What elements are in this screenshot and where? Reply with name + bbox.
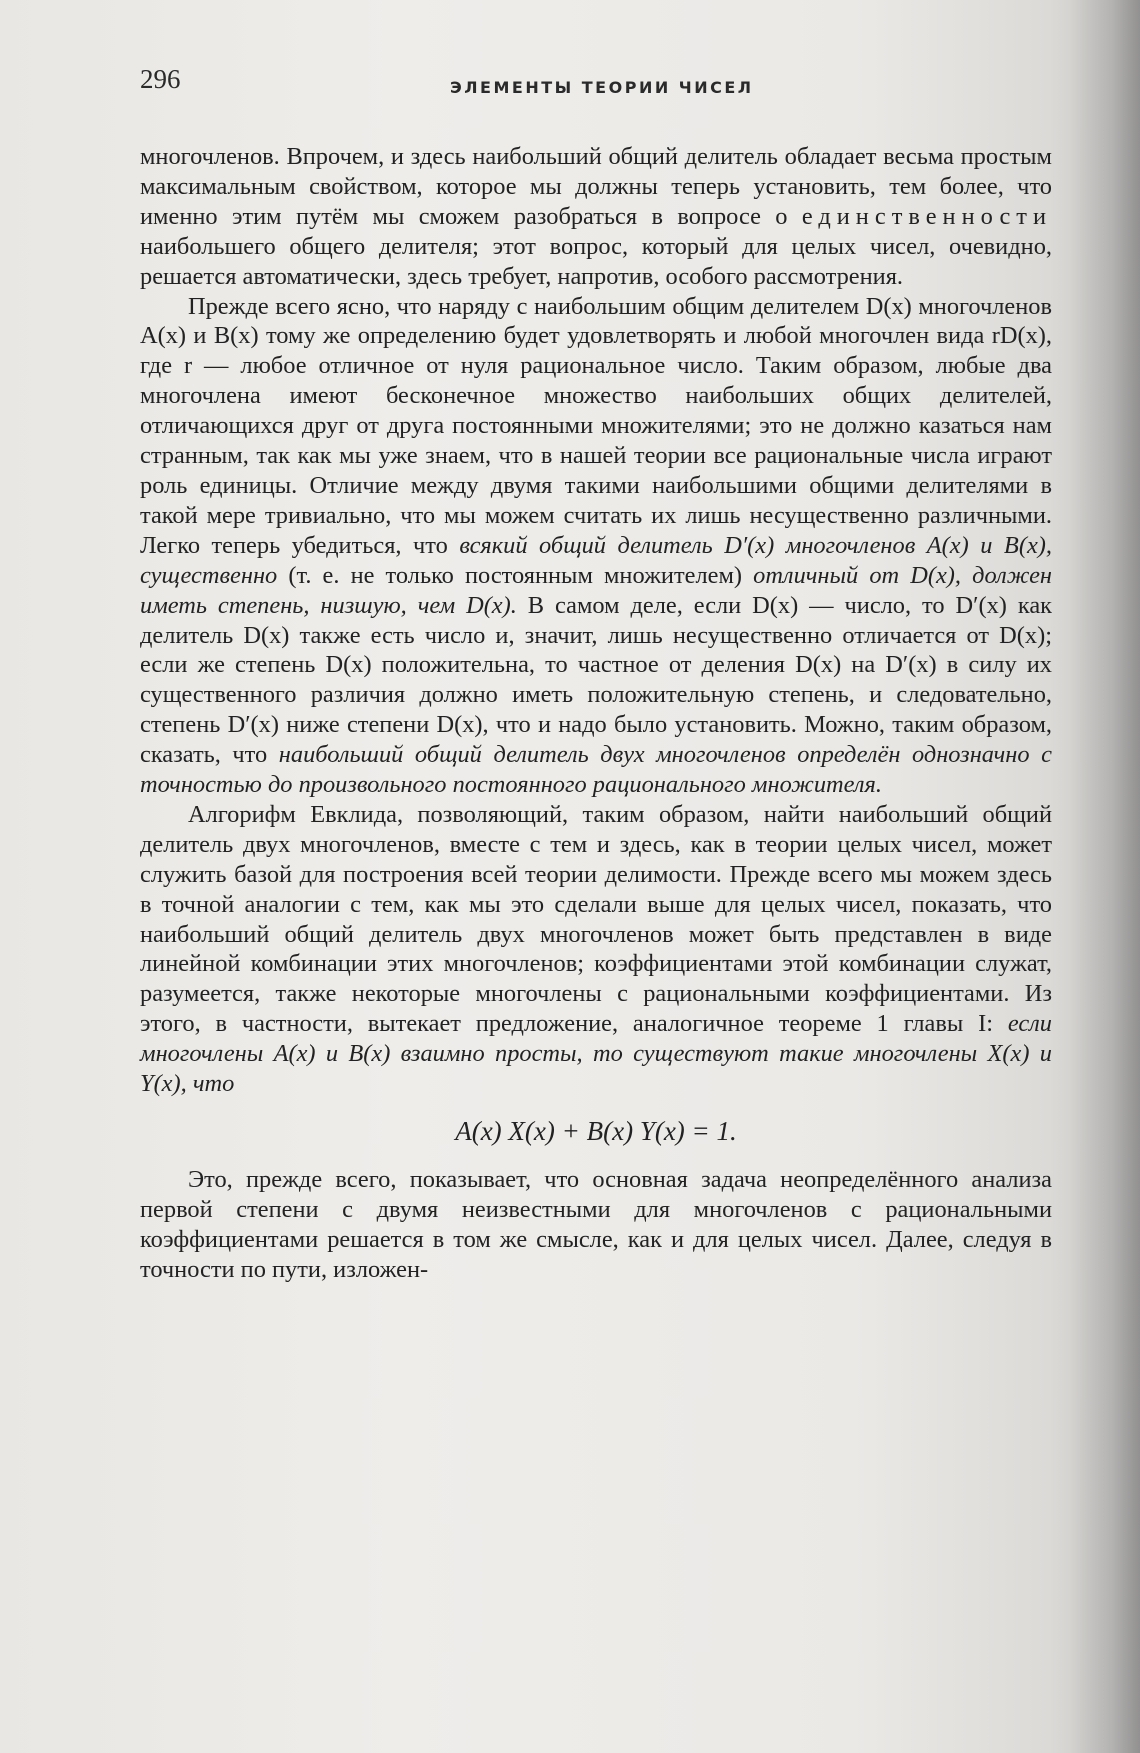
page-edge-shadow <box>1070 0 1140 1753</box>
paragraph-2-part-3: (т. е. не только постоянным множителем) <box>277 561 754 589</box>
italic-statement-1: всякий общий делитель D′(x) многочленов A(x) и B(x), существенно <box>140 531 1052 589</box>
paragraph-1-part-1: многочленов. Впрочем, и здесь наибольший общий делитель обладает весьма простым максимальным свойством, которое мы должны теперь установить, тем более, что именно этим путём мы сможем разобраться в вопросе о <box>140 143 1052 230</box>
paragraph-4 <box>140 1165 1052 1285</box>
italic-statement-2: отличный от D(x), должен иметь степень, низшую, чем D(x). <box>140 561 1052 619</box>
running-header <box>140 64 1040 104</box>
paragraph-2 <box>140 292 1052 800</box>
paragraph-2-part-1: Прежде всего ясно, что наряду с наибольшим общим делителем D(x) многочленов A(x) и B(x) тому же определению будет удовлетворять и любой многочлен вида rD(x), где r — любое отличное от нуля рациональное число. Таким образом, любые два многочлена имеют бесконечное множество наибольших общих делителей, отличающихся друг от друга постоянными множителями; это не должно казаться нам странным, так как мы уже знаем, что в нашей теории все рациональные числа играют роль единицы. Отличие между двумя такими наибольшими общими делителями в такой мере тривиально, что мы можем считать их лишь несущественно различными. Легко теперь убедиться, что <box>140 292 1052 559</box>
paragraph-1 <box>140 142 1052 292</box>
italic-theorem: если многочлены A(x) и B(x) взаимно просты, то существуют такие многочлены X(x) и Y(x), что <box>140 1010 1052 1098</box>
spaced-emphasis: единственности <box>801 202 1052 230</box>
chapter-title: ЭЛЕМЕНТЫ ТЕОРИИ ЧИСЕЛ <box>450 78 754 97</box>
paragraph-4-part-1: Это, прежде всего, показывает, что основная задача неопределённого анализа первой степени с двумя неизвестными для многочленов с рациональными коэффициентами решается в том же смысле, как и для целых чисел. Далее, следуя в точности по пути, изложен- <box>140 1166 1052 1283</box>
body-text <box>140 142 1052 1285</box>
formula: A(x) X(x) + B(x) Y(x) = 1. <box>455 1116 737 1146</box>
paragraph-3 <box>140 800 1052 1099</box>
paragraph-2-part-5: В самом деле, если D(x) — число, то D′(x) как делитель D(x) также есть число и, значит, лишь несущественно отличается от D(x); если же степень D(x) положительна, то частное от деления D(x) на D′(x) в силу их существенного различия должно иметь положительную степень, и следовательно, степень D′(x) ниже степени D(x), что и надо было установить. Можно, таким образом, сказать, что <box>140 591 1052 769</box>
paragraph-3-part-1: Алгорифм Евклида, позволяющий, таким образом, найти наибольший общий делитель двух многочленов, вместе с тем и здесь, как в теории целых чисел, может служить базой для построения всей теории делимости. Прежде всего мы можем здесь в точной аналогии с тем, как мы это сделали выше для целых чисел, показать, что наибольший общий делитель двух многочленов может быть представлен в виде линейной комбинации этих многочленов; коэффициентами этой комбинации служат, разумеется, также некоторые многочлены с рациональными коэффициентами. Из этого, в частности, вытекает предложение, аналогичное теореме 1 главы I: <box>140 800 1052 1038</box>
italic-conclusion: наибольший общий делитель двух многочленов определён однозначно с точностью до произвольного постоянного рационального множителя. <box>140 741 1052 799</box>
page-number: 296 <box>140 64 181 94</box>
paragraph-1-part-3: наибольшего общего делителя; этот вопрос, который для целых чисел, очевидно, решается автоматически, здесь требует, напротив, особого рассмотрения. <box>140 232 1052 290</box>
